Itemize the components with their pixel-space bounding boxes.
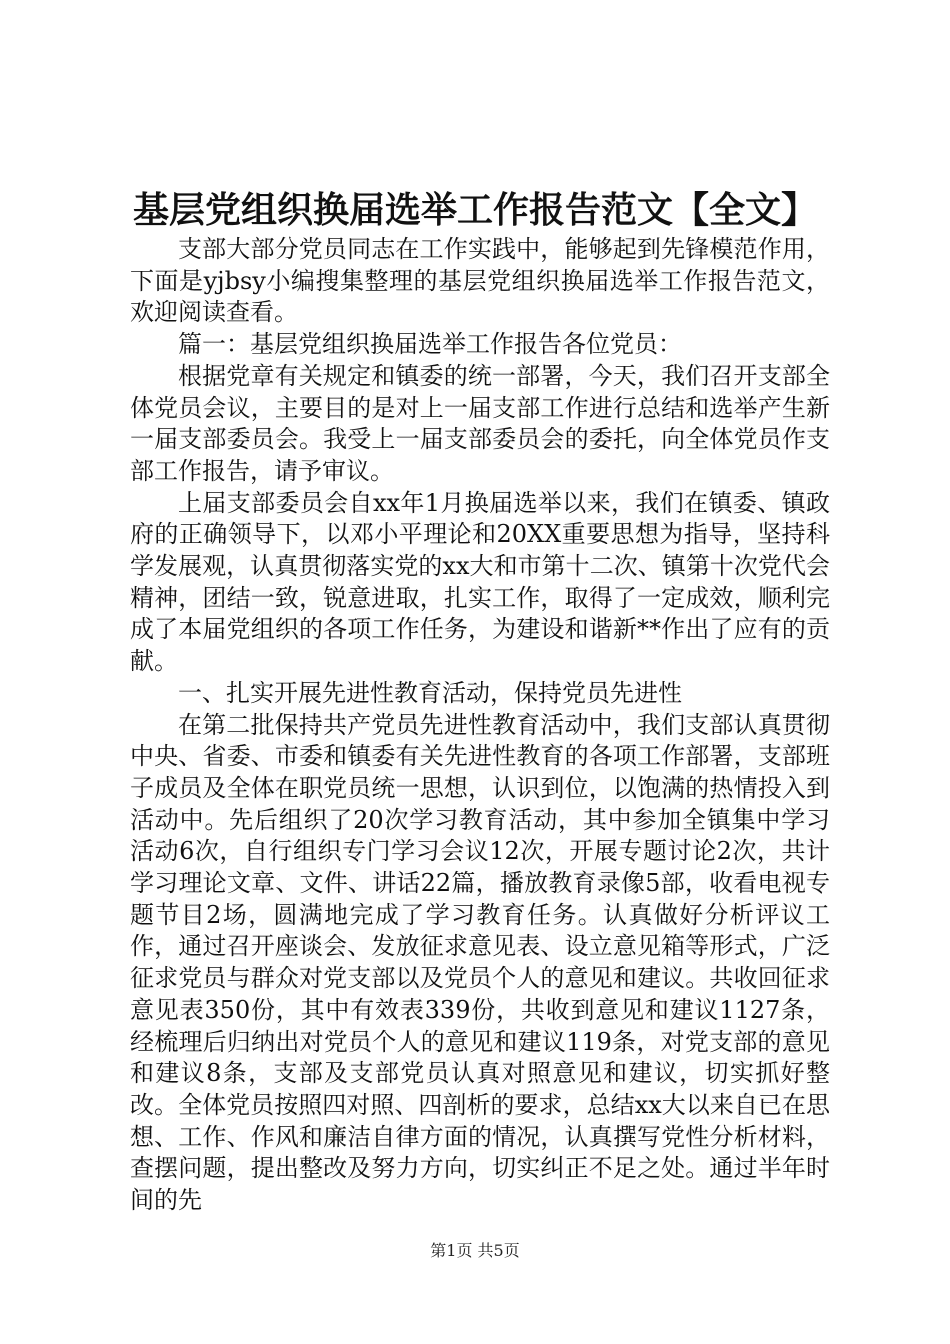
page-number-footer: 第1页 共5页	[430, 1241, 520, 1260]
body-paragraph: 在第二批保持共产党员先进性教育活动中，我们支部认真贯彻中央、省委、市委和镇委有关先进性教育的各项工作部署，支部班子成员及全体在职党员统一思想，认识到位，以饱满的热情投入到活动中。先后组织了20次学习教育活动，其中参加全镇集中学习活动6次，自行组织专门学习会议12次，开展专题讨论2次，共计学习理论文章、文件、讲话22篇，播放教育录像5部，收看电视专题节目2场，圆满地完成了学习教育任务。认真做好分析评议工作，通过召开座谈会、发放征求意见表、设立意见箱等形式，广泛征求党员与群众对党支部以及党员个人的意见和建议。共收回征求意见表350份，其中有效表339份，共收到意见和建议1127条，经梳理后归纳出对党员个人的意见和建议119条，对党支部的意见和建议8条，支部及支部党员认真对照意见和建议，切实抓好整改。全体党员按照四对照、四剖析的要求，总结xx大以来自已在思想、工作、作风和廉洁自律方面的情况，认真撰写党性分析材料，查摆问题，提出整改及努力方向，切实纠正不足之处。通过半年时间的先	[130, 710, 830, 1215]
section-heading: 篇一：基层党组织换届选举工作报告各位党员：	[178, 330, 682, 359]
subsection-heading: 一、扎实开展先进性教育活动，保持党员先进性	[178, 678, 682, 707]
intro-paragraph: 支部大部分党员同志在工作实践中，能够起到先锋模范作用，下面是yjbsy小编搜集整理的基层党组织换届选举工作报告范文，欢迎阅读查看。	[130, 235, 830, 327]
body-paragraph: 根据党章有关规定和镇委的统一部署，今天，我们召开支部全体党员会议，主要目的是对上一届支部工作进行总结和选举产生新一届支部委员会。我受上一届支部委员会的委托，向全体党员作支部工作报告，请予审议。	[130, 361, 830, 485]
document-title: 基层党组织换届选举工作报告范文【全文】	[132, 189, 817, 231]
document-body	[130, 234, 830, 1217]
body-paragraph: 上届支部委员会自xx年1月换届选举以来，我们在镇委、镇政府的正确领导下，以邓小平理论和20XX重要思想为指导，坚持科学发展观，认真贯彻落实党的xx大和市第十二次、镇第十次党代会精神，团结一致，锐意进取，扎实工作，取得了一定成效，顺利完成了本届党组织的各项工作任务，为建设和谐新**作出了应有的贡献。	[130, 488, 830, 676]
